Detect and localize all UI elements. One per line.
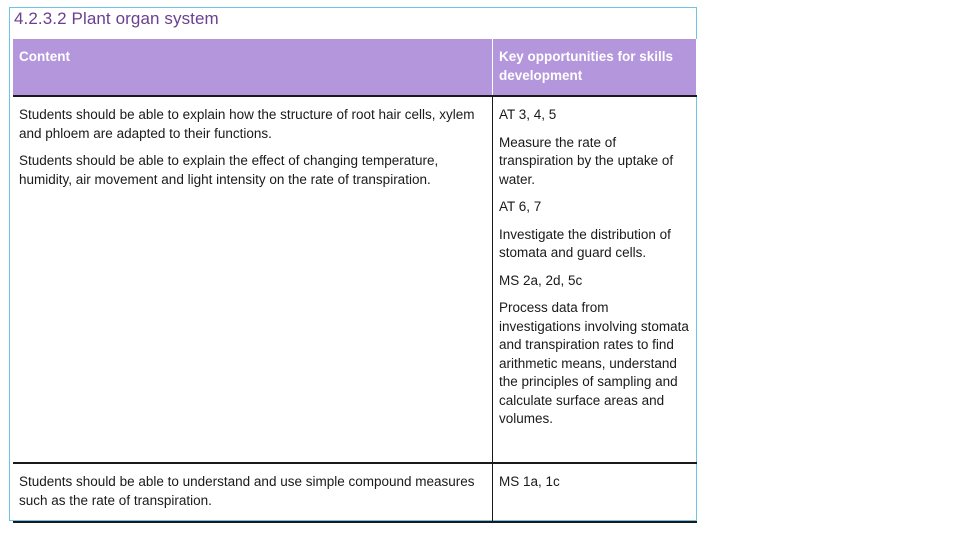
content-paragraph: Students should be able to understand and use simple compound measures such as the rate of transpiration. bbox=[19, 474, 475, 508]
header-skills: Key opportunities for skills development bbox=[493, 39, 697, 96]
skills-paragraph: Process data from investigations involving stomata and transpiration rates to find arithmetic means, understand the principles of sampling and calculate surface areas and volumes. bbox=[499, 300, 689, 426]
content-paragraph: Students should be able to explain the effect of changing temperature, humidity, air movement and light intensity on the rate of transpiration. bbox=[19, 153, 439, 187]
skills-paragraph: MS 1a, 1c bbox=[499, 474, 560, 489]
skills-cell bbox=[493, 463, 697, 522]
skills-paragraph: MS 2a, 2d, 5c bbox=[499, 272, 583, 288]
header-content: Content bbox=[13, 39, 493, 96]
skills-paragraph: AT 3, 4, 5 bbox=[499, 107, 557, 122]
specification-table bbox=[13, 39, 697, 523]
table-row bbox=[13, 463, 697, 522]
section-title: 4.2.3.2 Plant organ system bbox=[14, 9, 219, 28]
content-paragraph: Students should be able to explain how the structure of root hair cells, xylem and phloem are adapted to their functions. bbox=[19, 107, 475, 141]
content-cell bbox=[13, 463, 493, 522]
table-header-row bbox=[13, 39, 697, 96]
table-row bbox=[13, 96, 697, 463]
content-cell bbox=[13, 96, 493, 463]
skills-cell bbox=[493, 96, 697, 463]
skills-paragraph: Investigate the distribution of stomata and guard cells. bbox=[499, 226, 671, 260]
skills-paragraph: Measure the rate of transpiration by the uptake of water. bbox=[499, 134, 674, 187]
skills-paragraph: AT 6, 7 bbox=[499, 199, 542, 214]
